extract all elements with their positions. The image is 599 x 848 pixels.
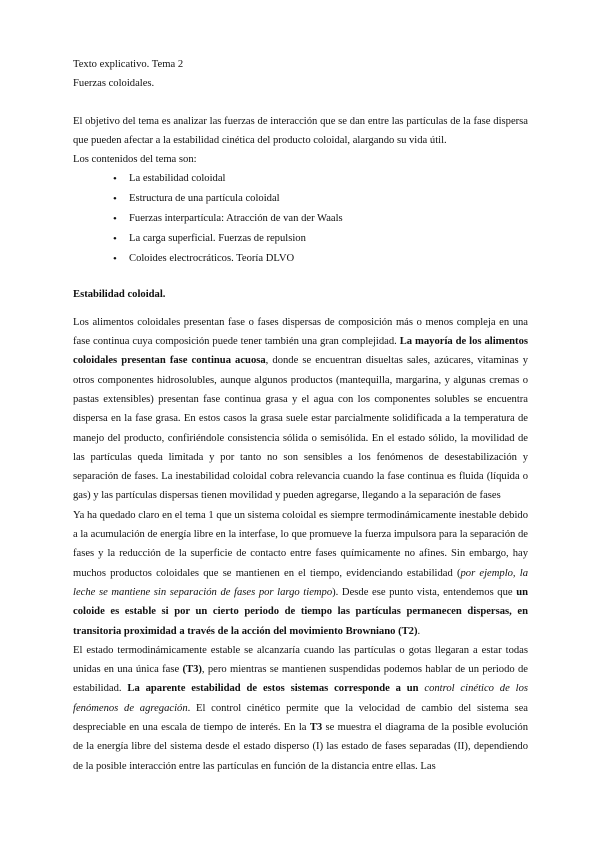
text-run: . [417,625,421,637]
topic-item: • La carga superficial. Fuerzas de repulsion [73,229,528,249]
text-run: , donde se encuentran disueltas sales, azúcares, vitaminas y otros componentes hidrosolubles, aunque algunos productos (mantequilla, margarina, y algunas cremas o pastas extensibles) presentan fase continua grasa y el agua con los componentes solubles se encuentra dispersa en la fase grasa. En estos casos la grasa suele estar parcialmente solidificada a la temperatura de manejo del producto, confiriéndole consistencia sólida o semisólida. En el estado sólido, la movilidad de las partículas queda limitada y por tanto no son sensibles a los fenómenos de desestabilización y separación de fases. La inestabilidad coloidal cobra relevancia cuando la fase continua es fluida (líquida o gas) y las partículas dispersas tienen movilidad y pueden agregarse, llegando a la separación de fases [73,355,528,502]
topic-item: • Estructura de una partícula coloidal [73,189,528,209]
bold-text-run: La aparente estabilidad de estos sistemas corresponde a un [127,683,425,695]
text-run: El estado termodinámicamente estable se alcanzaría cuando las partículas o gotas llegaran a estar todas unidas en una única fase [73,644,528,676]
bold-text-run: (T3) [182,664,202,676]
text-run: . El control cinético permite que la velocidad de cambio del sistema sea despreciable en una escala de tiempo de interés. En la [73,702,528,734]
italic-text-run: control cinético de los fenómenos de agregación [73,683,529,714]
text-run: , pero mientras se mantienen suspendidas podemos hablar de un periodo de estabilidad. [73,664,528,695]
text-run: ). Desde ese punto vista, entendemos que [332,586,517,598]
spacer [73,94,528,112]
document-header-line-2: Fuerzas coloidales. [73,78,155,90]
document-page [73,55,528,776]
topic-item: • Fuerzas interpartícula: Atracción de van der Waals [73,209,528,229]
italic-text-run: por ejemplo, la leche se mantiene sin separación de fases por largo tiempo [73,567,528,598]
objective-paragraph: El objetivo del tema es analizar las fuerzas de interacción que se dan entre las partículas de la fase dispersa que pueden afectar a la estabilidad cinética del producto coloidal, alargando su vida útil. [73,115,528,146]
paragraph-1 [73,313,528,506]
text-run: Ya ha quedado claro en el tema 1 que un sistema coloidal es siempre termodinámicamente inestable debido a la acumulación de energía libre en la interfase, lo que promueve la fuerza impulsora para la separación de fases y la reducción de la superficie de contacto entre fases químicamente no afines. Sin embargo, hay muchos productos coloidales que se mantienen en el tiempo, evidenciando estabilidad ( [73,509,528,579]
bold-text-run: T3 [309,722,323,734]
section-title: Estabilidad coloidal. [73,289,166,301]
document-header-line-1: Texto explicativo. Tema 2 [73,59,184,70]
bold-text-run: La mayoría de los alimentos coloidales presentan fase continua acuosa [73,336,528,367]
paragraph-3 [73,641,528,776]
spacer [73,305,528,313]
topic-item: • Coloides electrocráticos. Teoría DLVO [73,249,528,269]
topic-item: • La estabilidad coloidal [73,169,528,189]
text-run: se muestra el diagrama de la posible evolución de la energía libre del sistema desde el estado disperso (I) las estado de fases separadas (II), dependiendo de la posible interacción entre las partículas en función de la distancia entre ellas. Las [73,722,529,772]
contents-label: Los contenidos del tema son: [73,154,197,166]
text-run: Los alimentos coloidales presentan fase o fases dispersas de composición más o menos compleja en una fase continua cuya composición puede tener también una gran complejidad. [73,316,528,348]
paragraph-2 [73,506,528,641]
spacer [73,269,528,285]
bold-text-run: un coloide es estable si por un cierto periodo de tiempo las partículas permanecen dispersas, en transitoria proximidad a través de la acción del movimiento Browniano (T2) [73,586,528,637]
topics-list [73,169,528,269]
